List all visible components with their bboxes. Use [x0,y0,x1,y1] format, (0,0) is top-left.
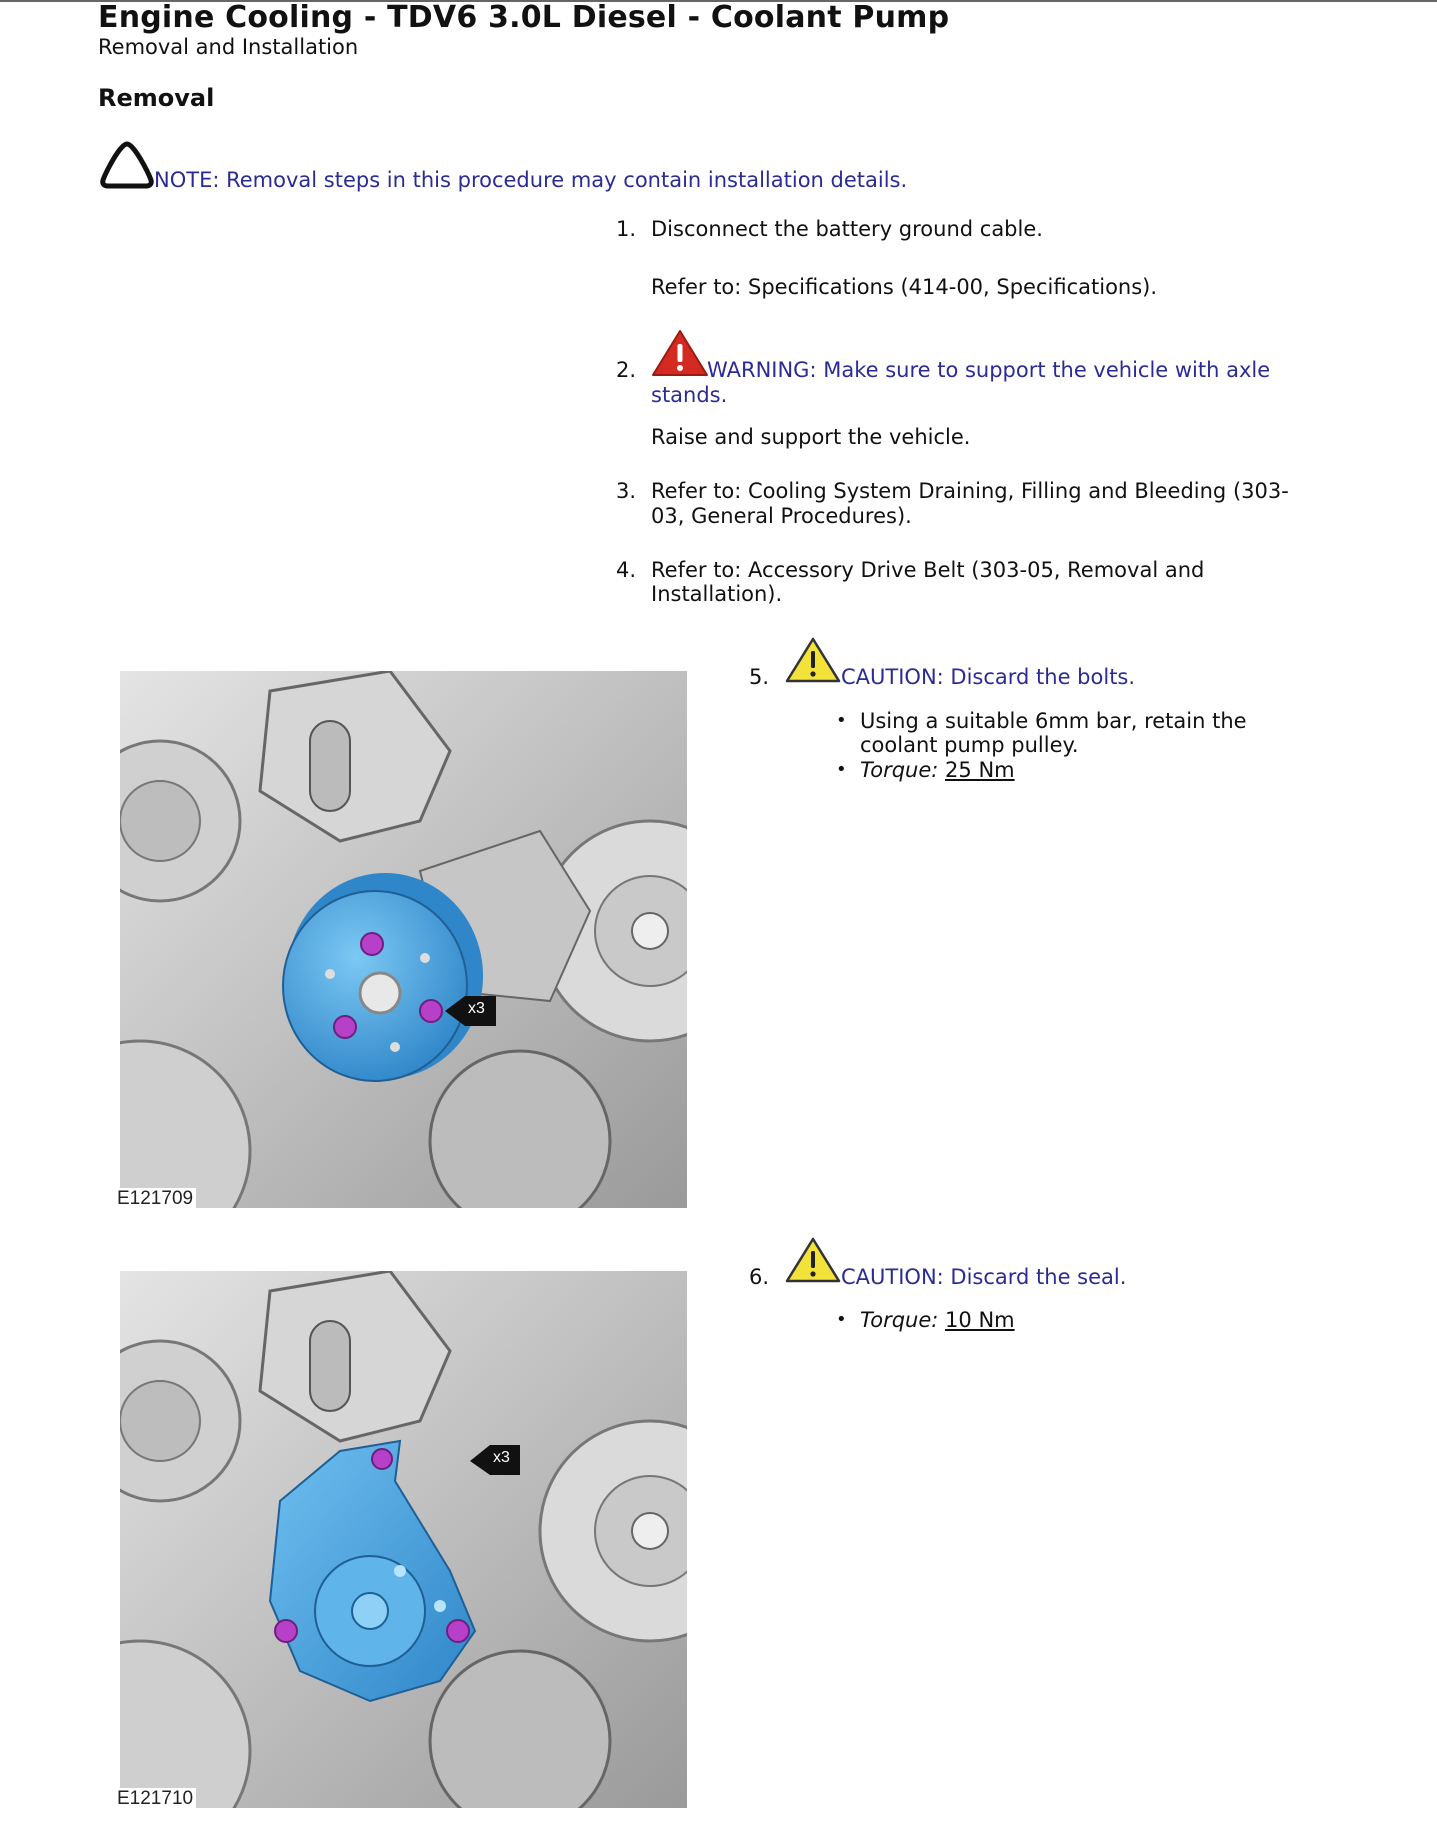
figure-1-label: E121709 [117,1188,196,1210]
torque-label: Torque: [860,1308,939,1332]
step-2-warning-cont: stands. [651,383,728,407]
note-icon [98,138,156,190]
step-2-number: 2. [616,358,637,382]
figure-2-callout: x3 [493,1449,510,1466]
figure-2-label: E121710 [117,1788,196,1810]
section-heading: Removal [98,84,215,112]
step-6-number: 6. [749,1265,770,1289]
step-3-text: Refer to: Cooling System Draining, Filling and Bleeding (303- [651,479,1289,503]
engine-illustration-1 [120,671,687,1208]
figure-coolant-pump-pulley [120,671,687,1208]
step-1-number: 1. [616,217,637,241]
step-3-text-cont: 03, General Procedures). [651,504,912,528]
note-text: NOTE: Removal steps in this procedure may contain installation details. [154,168,908,192]
step-2-warning: WARNING: Make sure to support the vehicle with axle [707,358,1271,382]
warning-icon [651,328,709,378]
step-6-caution: CAUTION: Discard the seal. [841,1265,1127,1289]
page-subtitle: Removal and Installation [98,35,359,59]
step-5-bullet-1 [860,709,1247,757]
step-2-text: Raise and support the vehicle. [651,425,971,449]
figure-coolant-pump [120,1271,687,1808]
step-4-text-cont: Installation). [651,582,783,606]
torque-label: Torque: [860,758,939,782]
step-1-text: Disconnect the battery ground cable. [651,217,1043,241]
engine-illustration-2 [120,1271,687,1808]
step-4-number: 4. [616,558,637,582]
torque-value[interactable]: 10 Nm [945,1308,1015,1332]
step-3-number: 3. [616,479,637,503]
step-5-bullet-1-line2: coolant pump pulley. [860,733,1079,757]
caution-icon [785,636,841,684]
page-title: Engine Cooling - TDV6 3.0L Diesel - Coolant Pump [98,0,950,35]
step-4-text: Refer to: Accessory Drive Belt (303-05, Removal and [651,558,1205,582]
step-5-number: 5. [749,665,770,689]
figure-1-callout: x3 [468,1000,485,1017]
step-5-caution: CAUTION: Discard the bolts. [841,665,1136,689]
step-5-bullet-1-line1: • Using a suitable 6mm bar, retain the [860,709,1247,733]
step-1-reference: Refer to: Specifications (414-00, Specifications). [651,275,1158,299]
torque-value[interactable]: 25 Nm [945,758,1015,782]
step-6-torque [860,1308,1015,1332]
caution-icon [785,1236,841,1284]
step-5-torque [860,758,1015,782]
